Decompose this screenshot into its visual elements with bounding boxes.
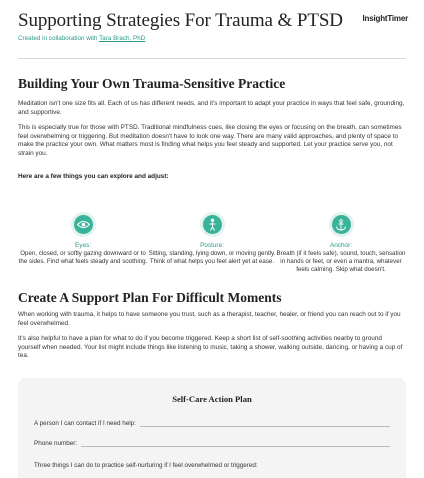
plan-row-label: A person I can contact if I need help: [34, 420, 136, 427]
feature-text: Sitting, standing, lying down, or moving gently. Think of what helps you feel alert yet at ease. [148, 250, 276, 265]
plan-row-label: Three things I can do to practice self-nurturing if I feel overwhelmed or triggered: [34, 462, 258, 469]
author-link[interactable]: Tara Brach, PhD [99, 35, 146, 42]
person-icon [200, 212, 225, 237]
plan-row-self-nurture [34, 462, 390, 469]
self-care-plan-card [18, 378, 406, 478]
paragraph-plan: It's also helpful to have a plan for what to do if you become triggered. Keep a short list of self-soothing activities nearby to ground yourself when needed. Your list might include things like listening to music, taking a shower, walking outside, dancing, or having a cup of tea. [18, 335, 403, 360]
section-heading-practice: Building Your Own Trauma-Sensitive Practice [18, 76, 286, 91]
feature-anchor [276, 212, 406, 274]
plan-row-contact [34, 420, 390, 427]
paragraph-ptsd: This is especially true for those with PTSD. Traditional mindfulness cues, like closing the eyes or focusing on the breath, can sometimes feel overwhelming or triggering. But meditation doesn't have to look one way. There are many valid approaches, and plenty of space to make the practice your own. What matters most is finding what helps you feel steady and supported. Let your practice serve you, not strain you. [18, 124, 402, 157]
feature-title: Eyes: [75, 242, 91, 249]
collaboration-credit [18, 35, 408, 42]
plan-row-label: Phone number: [34, 440, 78, 447]
feature-title: Posture: [200, 242, 224, 249]
plan-title: Self-Care Action Plan [172, 394, 252, 404]
phone-field[interactable] [81, 441, 390, 447]
contact-field[interactable] [140, 421, 390, 427]
collab-prefix: Created in collaboration with [18, 35, 100, 42]
feature-list [18, 212, 406, 287]
header-divider [18, 58, 406, 59]
page-title: Supporting Strategies For Trauma & PTSD [18, 10, 343, 31]
eye-icon [71, 212, 96, 237]
feature-posture [147, 212, 277, 266]
paragraph-intro: Meditation isn't one size fits all. Each of us has different needs, and it's important to adapt your practice in ways that feel safe, grounding, and supportive. [18, 100, 405, 116]
feature-text: Open, closed, or softly gazing downward or to the sides. Find what feels steady and soothing. [18, 250, 148, 265]
feature-title: Anchor: [329, 242, 353, 249]
brand-logo: InsightTimer [362, 14, 408, 23]
paragraph-support: When working with trauma, it helps to have someone you trust, such as a therapist, teacher, healer, or friend you can reach out to if you feel overwhelmed. [18, 311, 401, 327]
features-lead: Here are a few things you can explore and adjust: [18, 173, 169, 180]
anchor-icon [329, 212, 354, 237]
plan-row-phone [34, 440, 390, 447]
feature-text: Breath (if it feels safe), sound, touch, sensation in hands or feet, or even a mantra, whatever feels calming. Skip what doesn't. [276, 250, 406, 273]
feature-eyes [18, 212, 148, 266]
header [18, 10, 408, 54]
section-heading-support-plan: Create A Support Plan For Difficult Moments [18, 290, 282, 305]
